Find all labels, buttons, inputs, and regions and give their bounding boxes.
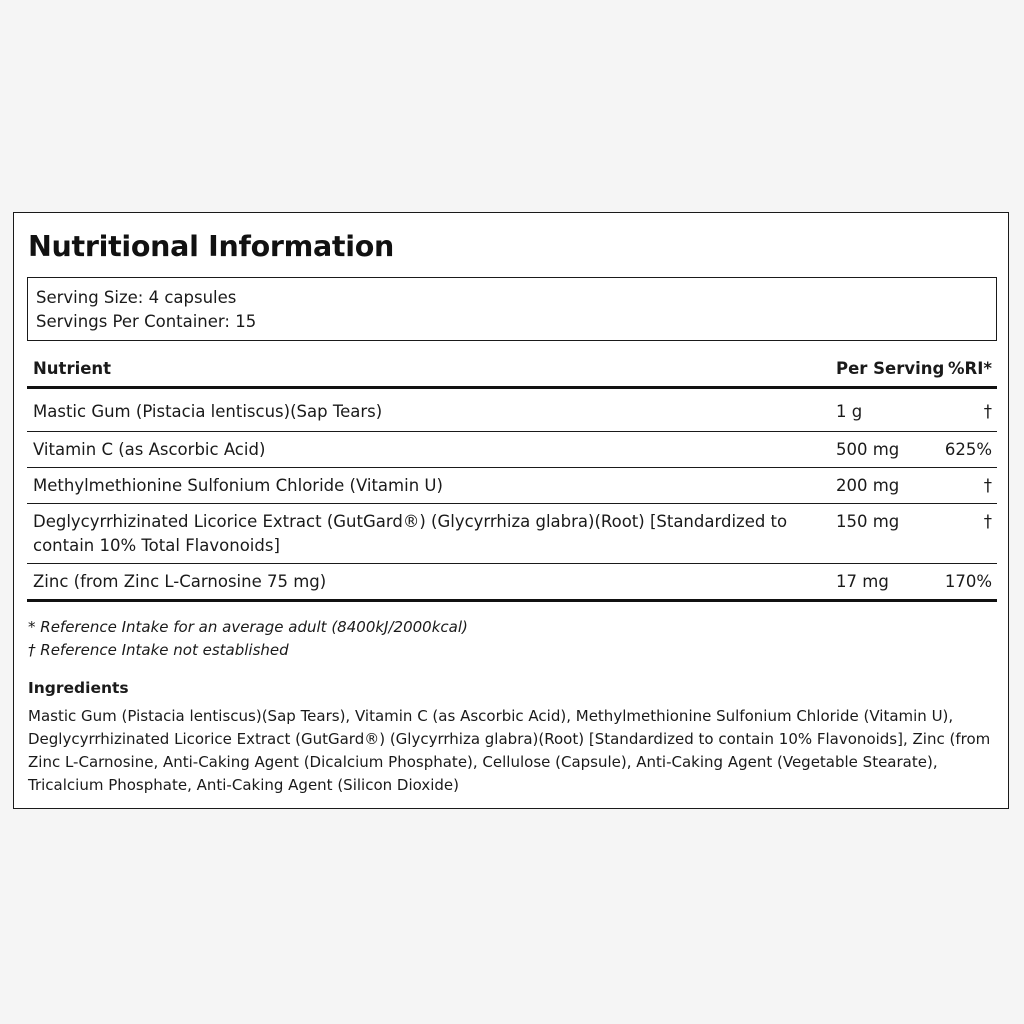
ingredients-title: Ingredients <box>28 679 129 697</box>
header-per-serving: Per Serving <box>836 359 945 378</box>
nutrient-amount: 200 mg <box>836 476 900 495</box>
footnote-not-established: † Reference Intake not established <box>28 641 289 659</box>
nutrient-ri: 625% <box>944 440 992 459</box>
serving-info-box <box>27 277 997 341</box>
nutrient-name: Mastic Gum (Pistacia lentiscus)(Sap Tears) <box>33 402 383 421</box>
nutrient-amount: 500 mg <box>836 440 900 459</box>
footnote-ri: * Reference Intake for an average adult (8400kJ/2000kcal) <box>28 618 468 636</box>
nutrient-ri: † <box>983 402 992 421</box>
nutrition-panel <box>13 212 1009 809</box>
table-row <box>27 564 997 602</box>
nutrient-ri: † <box>983 476 992 495</box>
serving-size: Serving Size: 4 capsules <box>36 288 237 307</box>
panel-title: Nutritional Information <box>28 230 394 263</box>
footnotes <box>28 616 468 662</box>
nutrient-amount: 150 mg <box>836 512 900 531</box>
table-row <box>27 504 997 564</box>
nutrient-name: Zinc (from Zinc L-Carnosine 75 mg) <box>33 572 327 591</box>
header-nutrient: Nutrient <box>33 359 112 378</box>
nutrient-name: Deglycyrrhizinated Licorice Extract (GutGard®) (Glycyrrhiza glabra)(Root) [Standardized to contain 10% Total Flavonoids] <box>33 512 788 555</box>
nutrient-ri: † <box>983 512 992 531</box>
nutrient-name: Vitamin C (as Ascorbic Acid) <box>33 440 266 459</box>
nutrient-table <box>27 353 997 602</box>
ingredients-text: Mastic Gum (Pistacia lentiscus)(Sap Tears), Vitamin C (as Ascorbic Acid), Methylmethionine Sulfonium Chloride (Vitamin U), Deglycyrrhizinated Licorice Extract (GutGard®) (Glycyrrhiza glabra)(Root) [Standardized to contain 10% Flavonoids], Zinc (from Zinc L-Carnosine, Anti-Caking Agent (Dicalcium Phosphate), Cellulose (Capsule), Anti-Caking Agent (Vegetable Stearate), Tricalcium Phosphate, Anti-Caking Agent (Silicon Dioxide) <box>28 707 991 794</box>
table-header-row <box>27 353 997 389</box>
table-row <box>27 389 997 432</box>
nutrient-name: Methylmethionine Sulfonium Chloride (Vitamin U) <box>33 476 443 495</box>
nutrient-ri: 170% <box>944 572 992 591</box>
header-ri: %RI* <box>947 359 992 378</box>
table-row <box>27 468 997 504</box>
servings-per-container: Servings Per Container: 15 <box>36 312 257 331</box>
nutrient-amount: 17 mg <box>836 572 889 591</box>
nutrient-amount: 1 g <box>836 402 863 421</box>
table-row <box>27 432 997 468</box>
